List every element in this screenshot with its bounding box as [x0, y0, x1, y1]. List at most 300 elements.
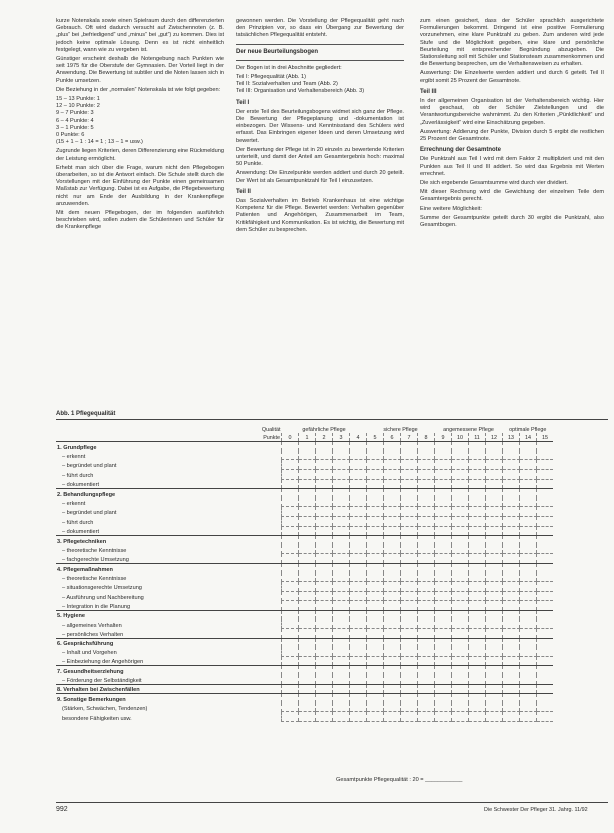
score-cell[interactable] — [452, 675, 469, 684]
score-cell[interactable] — [503, 684, 520, 694]
score-cell[interactable] — [401, 684, 418, 694]
score-cell[interactable] — [486, 451, 503, 460]
score-cell[interactable] — [469, 479, 486, 489]
score-cell[interactable] — [282, 554, 299, 564]
score-cell[interactable] — [401, 638, 418, 647]
score-cell[interactable] — [537, 675, 554, 684]
score-cell[interactable] — [316, 536, 333, 545]
score-cell[interactable] — [418, 563, 435, 572]
score-cell[interactable] — [452, 489, 469, 498]
score-cell[interactable] — [486, 591, 503, 601]
score-cell[interactable] — [401, 712, 418, 722]
score-cell[interactable] — [299, 451, 316, 460]
score-cell[interactable] — [452, 563, 469, 572]
score-cell[interactable] — [316, 469, 333, 479]
score-cell[interactable] — [418, 610, 435, 619]
score-cell[interactable] — [333, 656, 350, 666]
score-cell[interactable] — [333, 582, 350, 592]
score-cell[interactable] — [537, 507, 554, 517]
score-cell[interactable] — [384, 545, 401, 554]
score-cell[interactable] — [367, 703, 384, 712]
score-cell[interactable] — [520, 656, 537, 666]
score-cell[interactable] — [401, 554, 418, 564]
score-cell[interactable] — [316, 479, 333, 489]
score-cell[interactable] — [537, 516, 554, 526]
score-cell[interactable] — [452, 666, 469, 675]
score-cell[interactable] — [401, 516, 418, 526]
score-cell[interactable] — [299, 507, 316, 517]
score-cell[interactable] — [350, 526, 367, 536]
score-cell[interactable] — [333, 638, 350, 647]
score-cell[interactable] — [537, 479, 554, 489]
score-cell[interactable] — [537, 451, 554, 460]
score-cell[interactable] — [435, 489, 452, 498]
score-cell[interactable] — [503, 582, 520, 592]
score-cell[interactable] — [469, 703, 486, 712]
score-cell[interactable] — [333, 516, 350, 526]
score-cell[interactable] — [486, 469, 503, 479]
score-cell[interactable] — [350, 516, 367, 526]
score-cell[interactable] — [452, 460, 469, 470]
score-cell[interactable] — [299, 489, 316, 498]
score-cell[interactable] — [452, 498, 469, 507]
score-cell[interactable] — [486, 554, 503, 564]
score-cell[interactable] — [333, 610, 350, 619]
score-cell[interactable] — [418, 684, 435, 694]
score-cell[interactable] — [469, 573, 486, 582]
score-cell[interactable] — [282, 526, 299, 536]
score-cell[interactable] — [537, 638, 554, 647]
score-cell[interactable] — [333, 536, 350, 545]
score-cell[interactable] — [435, 469, 452, 479]
score-cell[interactable] — [435, 684, 452, 694]
score-cell[interactable] — [418, 666, 435, 675]
score-cell[interactable] — [418, 536, 435, 545]
score-cell[interactable] — [384, 647, 401, 656]
score-cell[interactable] — [435, 526, 452, 536]
score-cell[interactable] — [418, 703, 435, 712]
score-cell[interactable] — [520, 545, 537, 554]
score-cell[interactable] — [299, 647, 316, 656]
score-cell[interactable] — [452, 536, 469, 545]
score-cell[interactable] — [299, 469, 316, 479]
score-cell[interactable] — [299, 442, 316, 451]
score-cell[interactable] — [282, 601, 299, 611]
score-cell[interactable] — [537, 469, 554, 479]
score-cell[interactable] — [316, 498, 333, 507]
score-cell[interactable] — [384, 460, 401, 470]
score-cell[interactable] — [503, 666, 520, 675]
score-cell[interactable] — [452, 610, 469, 619]
score-cell[interactable] — [401, 647, 418, 656]
score-cell[interactable] — [384, 591, 401, 601]
score-cell[interactable] — [452, 507, 469, 517]
score-cell[interactable] — [418, 619, 435, 628]
score-cell[interactable] — [384, 712, 401, 722]
score-cell[interactable] — [384, 507, 401, 517]
score-cell[interactable] — [486, 694, 503, 703]
score-cell[interactable] — [435, 638, 452, 647]
score-cell[interactable] — [333, 619, 350, 628]
score-cell[interactable] — [520, 629, 537, 639]
score-cell[interactable] — [350, 712, 367, 722]
score-cell[interactable] — [435, 545, 452, 554]
score-cell[interactable] — [350, 545, 367, 554]
score-cell[interactable] — [435, 619, 452, 628]
score-cell[interactable] — [469, 610, 486, 619]
score-cell[interactable] — [452, 684, 469, 694]
score-cell[interactable] — [401, 591, 418, 601]
score-cell[interactable] — [316, 573, 333, 582]
score-cell[interactable] — [452, 545, 469, 554]
score-cell[interactable] — [401, 526, 418, 536]
score-cell[interactable] — [367, 712, 384, 722]
score-cell[interactable] — [452, 712, 469, 722]
score-cell[interactable] — [520, 516, 537, 526]
score-cell[interactable] — [401, 489, 418, 498]
score-cell[interactable] — [316, 684, 333, 694]
score-cell[interactable] — [503, 573, 520, 582]
score-cell[interactable] — [537, 545, 554, 554]
score-cell[interactable] — [452, 601, 469, 611]
score-cell[interactable] — [452, 638, 469, 647]
score-cell[interactable] — [367, 675, 384, 684]
score-cell[interactable] — [333, 703, 350, 712]
score-cell[interactable] — [435, 479, 452, 489]
score-cell[interactable] — [401, 545, 418, 554]
score-cell[interactable] — [350, 498, 367, 507]
score-cell[interactable] — [537, 582, 554, 592]
score-cell[interactable] — [401, 619, 418, 628]
score-cell[interactable] — [384, 629, 401, 639]
score-cell[interactable] — [384, 554, 401, 564]
score-cell[interactable] — [316, 647, 333, 656]
score-cell[interactable] — [537, 563, 554, 572]
score-cell[interactable] — [435, 451, 452, 460]
score-cell[interactable] — [486, 656, 503, 666]
score-cell[interactable] — [316, 442, 333, 451]
score-cell[interactable] — [282, 563, 299, 572]
score-cell[interactable] — [282, 647, 299, 656]
score-cell[interactable] — [469, 582, 486, 592]
score-cell[interactable] — [469, 507, 486, 517]
score-cell[interactable] — [299, 582, 316, 592]
score-cell[interactable] — [384, 675, 401, 684]
score-cell[interactable] — [333, 526, 350, 536]
score-cell[interactable] — [435, 591, 452, 601]
score-cell[interactable] — [537, 536, 554, 545]
score-cell[interactable] — [435, 573, 452, 582]
score-cell[interactable] — [350, 629, 367, 639]
score-cell[interactable] — [316, 591, 333, 601]
score-cell[interactable] — [299, 703, 316, 712]
score-cell[interactable] — [350, 666, 367, 675]
score-cell[interactable] — [333, 712, 350, 722]
score-cell[interactable] — [299, 563, 316, 572]
score-cell[interactable] — [316, 516, 333, 526]
score-cell[interactable] — [350, 479, 367, 489]
score-cell[interactable] — [520, 460, 537, 470]
score-cell[interactable] — [384, 498, 401, 507]
score-cell[interactable] — [418, 675, 435, 684]
score-cell[interactable] — [537, 489, 554, 498]
score-cell[interactable] — [367, 442, 384, 451]
score-cell[interactable] — [452, 647, 469, 656]
score-cell[interactable] — [537, 601, 554, 611]
score-cell[interactable] — [401, 582, 418, 592]
score-cell[interactable] — [452, 619, 469, 628]
score-cell[interactable] — [384, 563, 401, 572]
score-cell[interactable] — [350, 601, 367, 611]
score-cell[interactable] — [299, 516, 316, 526]
score-cell[interactable] — [282, 591, 299, 601]
score-cell[interactable] — [520, 507, 537, 517]
score-cell[interactable] — [418, 554, 435, 564]
score-cell[interactable] — [384, 573, 401, 582]
score-cell[interactable] — [418, 526, 435, 536]
score-cell[interactable] — [469, 451, 486, 460]
score-cell[interactable] — [486, 684, 503, 694]
score-cell[interactable] — [486, 675, 503, 684]
score-cell[interactable] — [299, 638, 316, 647]
score-cell[interactable] — [401, 479, 418, 489]
score-cell[interactable] — [299, 591, 316, 601]
score-cell[interactable] — [350, 694, 367, 703]
score-cell[interactable] — [333, 601, 350, 611]
score-cell[interactable] — [452, 629, 469, 639]
score-cell[interactable] — [435, 610, 452, 619]
score-cell[interactable] — [316, 554, 333, 564]
score-cell[interactable] — [401, 469, 418, 479]
score-cell[interactable] — [333, 675, 350, 684]
score-cell[interactable] — [384, 582, 401, 592]
score-cell[interactable] — [435, 694, 452, 703]
score-cell[interactable] — [282, 536, 299, 545]
score-cell[interactable] — [350, 460, 367, 470]
score-cell[interactable] — [469, 656, 486, 666]
score-cell[interactable] — [435, 703, 452, 712]
score-cell[interactable] — [333, 666, 350, 675]
score-cell[interactable] — [520, 610, 537, 619]
score-cell[interactable] — [469, 536, 486, 545]
score-cell[interactable] — [418, 647, 435, 656]
score-cell[interactable] — [469, 442, 486, 451]
score-cell[interactable] — [520, 619, 537, 628]
score-cell[interactable] — [418, 694, 435, 703]
score-cell[interactable] — [452, 554, 469, 564]
score-cell[interactable] — [520, 666, 537, 675]
score-cell[interactable] — [520, 563, 537, 572]
score-cell[interactable] — [367, 479, 384, 489]
score-cell[interactable] — [537, 526, 554, 536]
score-cell[interactable] — [503, 638, 520, 647]
score-cell[interactable] — [367, 554, 384, 564]
score-cell[interactable] — [401, 451, 418, 460]
score-cell[interactable] — [418, 573, 435, 582]
score-cell[interactable] — [418, 516, 435, 526]
score-cell[interactable] — [316, 703, 333, 712]
score-cell[interactable] — [418, 460, 435, 470]
score-cell[interactable] — [418, 507, 435, 517]
score-cell[interactable] — [486, 582, 503, 592]
score-cell[interactable] — [401, 442, 418, 451]
score-cell[interactable] — [384, 694, 401, 703]
score-cell[interactable] — [350, 675, 367, 684]
score-cell[interactable] — [282, 684, 299, 694]
score-cell[interactable] — [350, 619, 367, 628]
score-cell[interactable] — [401, 694, 418, 703]
score-cell[interactable] — [469, 694, 486, 703]
score-cell[interactable] — [520, 451, 537, 460]
score-cell[interactable] — [503, 601, 520, 611]
score-cell[interactable] — [435, 536, 452, 545]
score-cell[interactable] — [333, 591, 350, 601]
score-cell[interactable] — [418, 442, 435, 451]
score-cell[interactable] — [435, 712, 452, 722]
score-cell[interactable] — [401, 563, 418, 572]
score-cell[interactable] — [418, 629, 435, 639]
score-cell[interactable] — [367, 545, 384, 554]
score-cell[interactable] — [282, 638, 299, 647]
score-cell[interactable] — [486, 638, 503, 647]
score-cell[interactable] — [435, 656, 452, 666]
score-cell[interactable] — [503, 656, 520, 666]
score-cell[interactable] — [503, 507, 520, 517]
score-cell[interactable] — [435, 507, 452, 517]
score-cell[interactable] — [333, 694, 350, 703]
score-cell[interactable] — [316, 629, 333, 639]
score-cell[interactable] — [537, 554, 554, 564]
score-cell[interactable] — [282, 703, 299, 712]
score-cell[interactable] — [503, 545, 520, 554]
score-cell[interactable] — [401, 507, 418, 517]
score-cell[interactable] — [503, 610, 520, 619]
score-cell[interactable] — [333, 498, 350, 507]
score-cell[interactable] — [452, 656, 469, 666]
score-cell[interactable] — [537, 619, 554, 628]
score-cell[interactable] — [503, 451, 520, 460]
score-cell[interactable] — [469, 545, 486, 554]
score-cell[interactable] — [350, 656, 367, 666]
score-cell[interactable] — [350, 563, 367, 572]
score-cell[interactable] — [367, 469, 384, 479]
score-cell[interactable] — [316, 610, 333, 619]
score-cell[interactable] — [282, 460, 299, 470]
score-cell[interactable] — [486, 703, 503, 712]
score-cell[interactable] — [452, 591, 469, 601]
score-cell[interactable] — [486, 601, 503, 611]
score-cell[interactable] — [350, 610, 367, 619]
score-cell[interactable] — [486, 489, 503, 498]
score-cell[interactable] — [282, 712, 299, 722]
score-cell[interactable] — [469, 712, 486, 722]
score-cell[interactable] — [282, 469, 299, 479]
score-cell[interactable] — [503, 703, 520, 712]
score-cell[interactable] — [333, 451, 350, 460]
score-cell[interactable] — [367, 666, 384, 675]
score-cell[interactable] — [418, 489, 435, 498]
score-cell[interactable] — [537, 460, 554, 470]
score-cell[interactable] — [469, 526, 486, 536]
score-cell[interactable] — [486, 526, 503, 536]
score-cell[interactable] — [469, 591, 486, 601]
score-cell[interactable] — [299, 554, 316, 564]
score-cell[interactable] — [316, 507, 333, 517]
score-cell[interactable] — [401, 460, 418, 470]
score-cell[interactable] — [452, 442, 469, 451]
score-cell[interactable] — [316, 545, 333, 554]
score-cell[interactable] — [486, 563, 503, 572]
score-cell[interactable] — [418, 591, 435, 601]
score-cell[interactable] — [486, 610, 503, 619]
score-cell[interactable] — [520, 675, 537, 684]
score-cell[interactable] — [401, 675, 418, 684]
score-cell[interactable] — [520, 582, 537, 592]
score-cell[interactable] — [299, 573, 316, 582]
score-cell[interactable] — [520, 712, 537, 722]
score-cell[interactable] — [401, 629, 418, 639]
score-cell[interactable] — [486, 647, 503, 656]
score-cell[interactable] — [452, 469, 469, 479]
score-cell[interactable] — [282, 451, 299, 460]
score-cell[interactable] — [282, 507, 299, 517]
score-cell[interactable] — [282, 516, 299, 526]
score-cell[interactable] — [367, 601, 384, 611]
score-cell[interactable] — [401, 573, 418, 582]
score-cell[interactable] — [350, 591, 367, 601]
score-cell[interactable] — [503, 629, 520, 639]
score-cell[interactable] — [367, 656, 384, 666]
score-cell[interactable] — [299, 619, 316, 628]
score-cell[interactable] — [486, 498, 503, 507]
score-cell[interactable] — [384, 489, 401, 498]
score-cell[interactable] — [299, 684, 316, 694]
score-cell[interactable] — [350, 703, 367, 712]
score-cell[interactable] — [384, 666, 401, 675]
score-cell[interactable] — [367, 451, 384, 460]
score-cell[interactable] — [469, 647, 486, 656]
score-cell[interactable] — [469, 684, 486, 694]
score-cell[interactable] — [520, 684, 537, 694]
score-cell[interactable] — [520, 498, 537, 507]
score-cell[interactable] — [350, 507, 367, 517]
score-cell[interactable] — [367, 507, 384, 517]
score-cell[interactable] — [452, 573, 469, 582]
score-cell[interactable] — [503, 489, 520, 498]
score-cell[interactable] — [350, 573, 367, 582]
score-cell[interactable] — [384, 516, 401, 526]
score-cell[interactable] — [401, 666, 418, 675]
score-cell[interactable] — [520, 647, 537, 656]
score-cell[interactable] — [418, 469, 435, 479]
score-cell[interactable] — [367, 516, 384, 526]
score-cell[interactable] — [435, 563, 452, 572]
score-cell[interactable] — [503, 442, 520, 451]
score-cell[interactable] — [384, 638, 401, 647]
score-cell[interactable] — [537, 712, 554, 722]
score-cell[interactable] — [282, 694, 299, 703]
score-cell[interactable] — [537, 656, 554, 666]
score-cell[interactable] — [384, 619, 401, 628]
score-cell[interactable] — [282, 610, 299, 619]
score-cell[interactable] — [503, 479, 520, 489]
score-cell[interactable] — [333, 460, 350, 470]
score-cell[interactable] — [435, 647, 452, 656]
score-cell[interactable] — [418, 479, 435, 489]
score-cell[interactable] — [367, 591, 384, 601]
score-cell[interactable] — [503, 694, 520, 703]
score-cell[interactable] — [469, 516, 486, 526]
